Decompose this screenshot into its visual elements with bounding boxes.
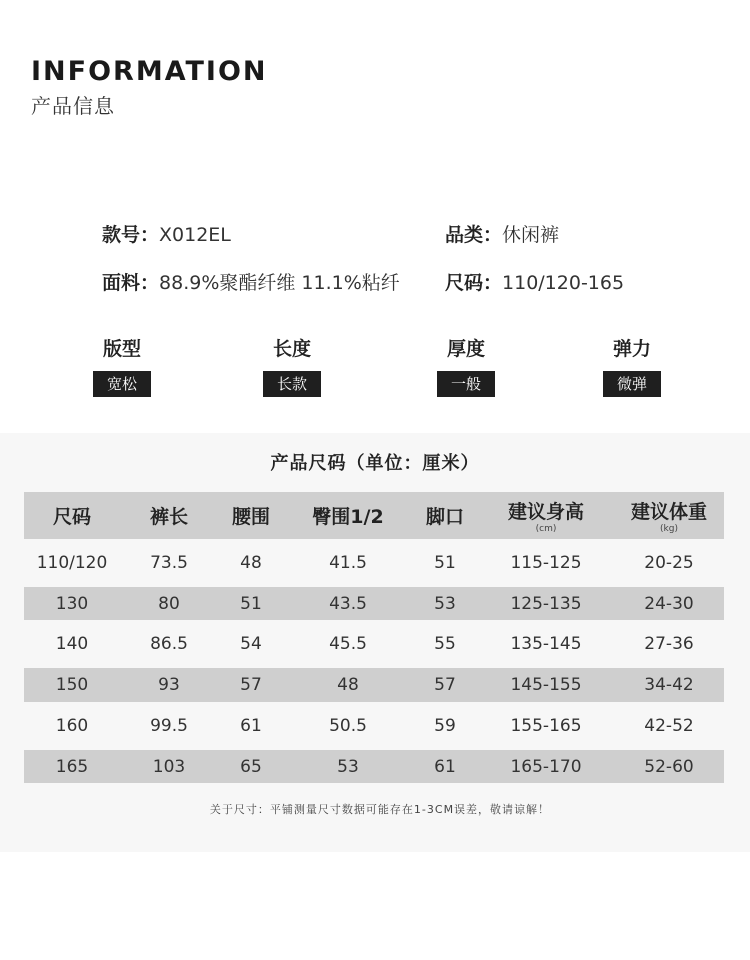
table-cell: 165: [55, 756, 89, 777]
table-cell: 65: [240, 756, 262, 777]
table-cell: 125-135: [510, 593, 582, 614]
style-number-label: 款号：: [102, 224, 160, 246]
table-cell: 135-145: [510, 634, 582, 654]
header-cell: 尺码: [52, 506, 91, 528]
table-row: [24, 702, 724, 750]
table-row: [24, 668, 724, 702]
table-row: [24, 587, 724, 620]
header-cell: 建议身高 (cm): [507, 501, 584, 534]
table-cell: 41.5: [329, 553, 367, 573]
table-body: [24, 539, 724, 783]
attribute-fit: [62, 334, 182, 397]
fabric: [102, 268, 400, 295]
table-cell: 24-30: [644, 593, 694, 614]
attribute-label: 版型: [102, 338, 141, 360]
measurement-note: 关于尺寸：平铺测量尺寸数据可能存在1-3CM误差，敬请谅解！: [209, 803, 551, 816]
table-row: [24, 539, 724, 587]
table-cell: 50.5: [329, 716, 367, 736]
table-row: [24, 750, 724, 783]
table-cell: 51: [434, 553, 456, 573]
table-cell: 59: [434, 716, 456, 736]
header-cell: 脚口: [425, 506, 464, 528]
header-unit: (kg): [660, 524, 678, 534]
table-row: [24, 620, 724, 668]
table-cell: 51: [240, 593, 262, 614]
table-cell: 48: [337, 675, 359, 695]
category-value: 休闲裤: [502, 224, 560, 246]
size-range-label: 尺码：: [445, 272, 503, 294]
table-cell: 150: [55, 675, 89, 695]
header-cell: 裤长: [149, 506, 188, 528]
table-cell: 27-36: [644, 634, 694, 654]
attribute-label: 厚度: [446, 338, 485, 360]
table-cell: 48: [240, 553, 262, 573]
category: [445, 220, 559, 247]
fabric-value: 88.9%聚酯纤维 11.1%粘纤: [159, 272, 400, 294]
table-cell: 160: [55, 716, 89, 736]
attribute-label: 长度: [272, 338, 311, 360]
fabric-label: 面料：: [102, 272, 160, 294]
attribute-tag: 宽松: [93, 371, 151, 397]
header-unit: (cm): [535, 524, 557, 534]
attribute-tag: 长款: [263, 371, 321, 397]
table-cell: 61: [434, 756, 456, 777]
size-range-value: 110/120-165: [502, 272, 625, 294]
attribute-thickness: [406, 334, 526, 397]
table-cell: 73.5: [150, 553, 188, 573]
attribute-tag: 一般: [437, 371, 495, 397]
attribute-elasticity: [572, 334, 692, 397]
table-cell: 93: [158, 675, 180, 695]
table-cell: 165-170: [510, 756, 582, 777]
table-cell: 43.5: [329, 593, 367, 614]
header-cell: 建议体重 (kg): [630, 501, 707, 534]
attribute-label: 弹力: [612, 338, 651, 360]
table-cell: 140: [55, 634, 89, 654]
size-table: [24, 492, 724, 783]
table-cell: 53: [337, 756, 359, 777]
style-number: [102, 220, 231, 247]
attribute-tag: 微弹: [603, 371, 661, 397]
title-chinese: 产品信息: [31, 94, 115, 118]
table-cell: 54: [240, 634, 262, 654]
table-cell: 130: [55, 593, 89, 614]
table-cell: 110/120: [36, 553, 108, 573]
table-cell: 45.5: [329, 634, 367, 654]
table-cell: 99.5: [150, 716, 188, 736]
category-label: 品类：: [445, 224, 503, 246]
table-cell: 86.5: [150, 634, 188, 654]
table-cell: 103: [152, 756, 186, 777]
table-cell: 145-155: [510, 675, 582, 695]
table-cell: 155-165: [510, 716, 582, 736]
title-english: INFORMATION: [31, 56, 268, 87]
table-cell: 42-52: [644, 716, 694, 736]
size-chart-title: 产品尺码（单位：厘米）: [270, 453, 480, 474]
table-cell: 52-60: [644, 756, 694, 777]
header-cell: 腰围: [231, 506, 270, 528]
table-cell: 115-125: [510, 553, 582, 573]
size-range: [445, 268, 624, 295]
table-header: [24, 492, 724, 539]
table-cell: 20-25: [644, 553, 694, 573]
table-cell: 34-42: [644, 675, 694, 695]
attribute-length: [232, 334, 352, 397]
table-cell: 53: [434, 593, 456, 614]
table-cell: 55: [434, 634, 456, 654]
table-cell: 57: [434, 675, 456, 695]
style-number-value: X012EL: [159, 224, 231, 246]
table-cell: 80: [158, 593, 180, 614]
header-cell: 臀围1/2: [312, 506, 384, 528]
table-cell: 57: [240, 675, 262, 695]
table-cell: 61: [240, 716, 262, 736]
